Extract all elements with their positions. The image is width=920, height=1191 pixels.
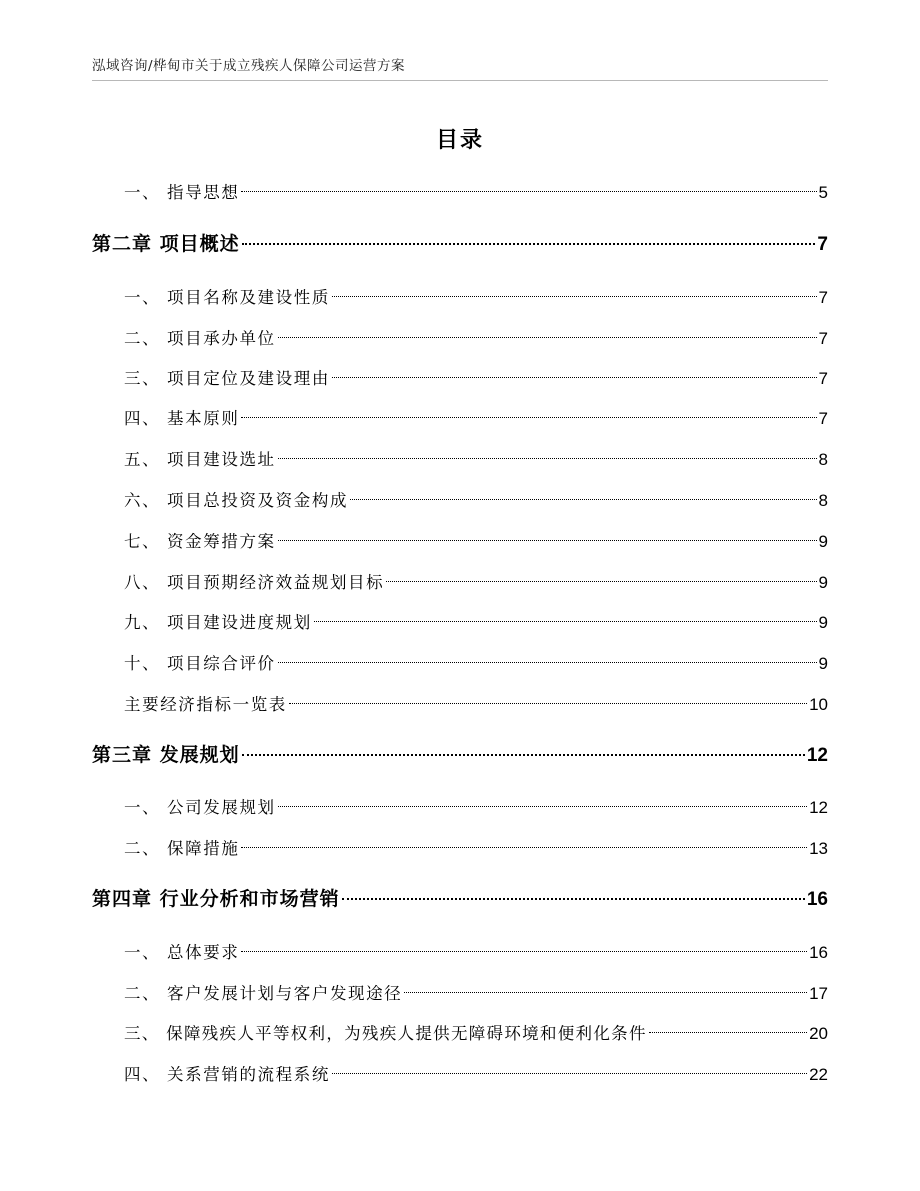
toc-leader-dots — [278, 645, 817, 669]
toc-entry-page: 9 — [818, 573, 828, 592]
toc-entry-page: 9 — [818, 532, 828, 551]
toc-leader-dots — [241, 400, 816, 424]
toc-entry-page: 8 — [818, 450, 828, 469]
toc-leader-dots — [278, 441, 817, 465]
toc-entry-page: 10 — [809, 695, 828, 714]
toc-entry-label: 一、 项目名称及建设性质 — [124, 288, 330, 307]
toc-leader-dots — [278, 789, 807, 813]
toc-entry-label: 三、 项目定位及建设理由 — [124, 369, 330, 388]
toc-chapter-label: 第三章 发展规划 — [92, 744, 240, 766]
toc-leader-dots — [278, 320, 817, 344]
toc-entry[interactable] — [124, 604, 828, 632]
page-header: 泓域咨询/桦甸市关于成立残疾人保障公司运营方案 — [92, 58, 406, 74]
toc-entry-page: 17 — [809, 984, 828, 1003]
toc-entry[interactable] — [124, 279, 828, 307]
toc-chapter[interactable] — [92, 881, 828, 910]
toc-leader-dots — [241, 830, 807, 854]
toc-entry-page: 13 — [809, 839, 828, 858]
toc-entry[interactable] — [124, 523, 828, 551]
toc-leader-dots — [241, 934, 807, 958]
toc-leader-dots — [342, 881, 805, 905]
toc-entry-label: 四、 基本原则 — [124, 409, 240, 428]
toc-entry-label: 六、 项目总投资及资金构成 — [124, 491, 349, 510]
toc-entry-label: 一、 总体要求 — [124, 943, 240, 962]
toc-entry-label: 一、 公司发展规划 — [124, 798, 276, 817]
toc-entry-page: 9 — [818, 613, 828, 632]
toc-entry-label: 十、 项目综合评价 — [124, 654, 276, 673]
toc-leader-dots — [404, 975, 807, 999]
toc-entry-label: 七、 资金筹措方案 — [124, 532, 276, 551]
toc-chapter[interactable] — [92, 226, 828, 255]
toc-leader-dots — [242, 737, 805, 761]
toc-entry-page: 7 — [818, 288, 828, 307]
toc-entry[interactable] — [124, 789, 828, 817]
toc-chapter-label: 第二章 项目概述 — [92, 233, 240, 255]
toc-entry-page: 20 — [809, 1024, 828, 1043]
toc-chapter-page: 12 — [806, 745, 828, 766]
toc-leader-dots — [350, 482, 816, 506]
toc-entry-label: 九、 项目建设进度规划 — [124, 613, 312, 632]
toc-title: 目录 — [435, 128, 484, 153]
toc-entry-label: 主要经济指标一览表 — [124, 695, 287, 714]
toc-entry-page: 22 — [809, 1065, 828, 1084]
toc-leader-dots — [241, 174, 816, 198]
toc-entry-label: 二、 项目承办单位 — [124, 329, 276, 348]
toc-chapter-page: 7 — [817, 234, 828, 255]
toc-entry[interactable] — [124, 320, 828, 348]
toc-leader-dots — [332, 279, 817, 303]
toc-entry-label: 二、 客户发展计划与客户发现途径 — [124, 984, 403, 1003]
toc-entry[interactable] — [124, 830, 828, 858]
toc-entry-page: 5 — [818, 183, 828, 202]
toc-leader-dots — [386, 564, 816, 588]
toc-entry[interactable] — [124, 934, 828, 962]
toc-leader-dots — [649, 1015, 807, 1039]
toc-entry[interactable] — [124, 686, 828, 714]
toc-chapter[interactable] — [92, 737, 828, 766]
toc-leader-dots — [242, 226, 816, 250]
toc-chapter-page: 16 — [806, 889, 828, 910]
toc-entry-page: 16 — [809, 943, 828, 962]
toc-leader-dots — [289, 686, 807, 710]
toc-leader-dots — [278, 523, 817, 547]
toc-entry[interactable] — [124, 1056, 828, 1084]
toc-entry-page: 7 — [818, 369, 828, 388]
toc-entry-label: 一、 指导思想 — [124, 183, 240, 202]
toc-entry-label: 四、 关系营销的流程系统 — [124, 1065, 330, 1084]
toc-entry[interactable] — [124, 400, 828, 428]
toc-leader-dots — [332, 1056, 807, 1080]
toc-entry-page: 9 — [818, 654, 828, 673]
toc-leader-dots — [314, 604, 817, 628]
toc-entry[interactable] — [124, 1015, 828, 1043]
toc-entry-page: 7 — [818, 329, 828, 348]
toc-entry-label: 八、 项目预期经济效益规划目标 — [124, 573, 385, 592]
toc-entry-page: 12 — [809, 798, 828, 817]
toc-entry[interactable] — [124, 645, 828, 673]
toc-entry[interactable] — [124, 975, 828, 1003]
toc-leader-dots — [332, 360, 817, 384]
toc-entry-label: 二、 保障措施 — [124, 839, 240, 858]
toc-chapter-label: 第四章 行业分析和市场营销 — [92, 888, 340, 910]
toc-entry-label: 五、 项目建设选址 — [124, 450, 276, 469]
toc-entry[interactable] — [124, 441, 828, 469]
toc-entry-page: 7 — [818, 409, 828, 428]
toc-entry[interactable] — [124, 360, 828, 388]
toc-entry[interactable] — [124, 174, 828, 202]
toc-entry[interactable] — [124, 482, 828, 510]
toc-entry[interactable] — [124, 564, 828, 592]
toc-entry-label: 三、 保障残疾人平等权利，为残疾人提供无障碍环境和便利化条件 — [124, 1024, 647, 1043]
toc-entry-page: 8 — [818, 491, 828, 510]
